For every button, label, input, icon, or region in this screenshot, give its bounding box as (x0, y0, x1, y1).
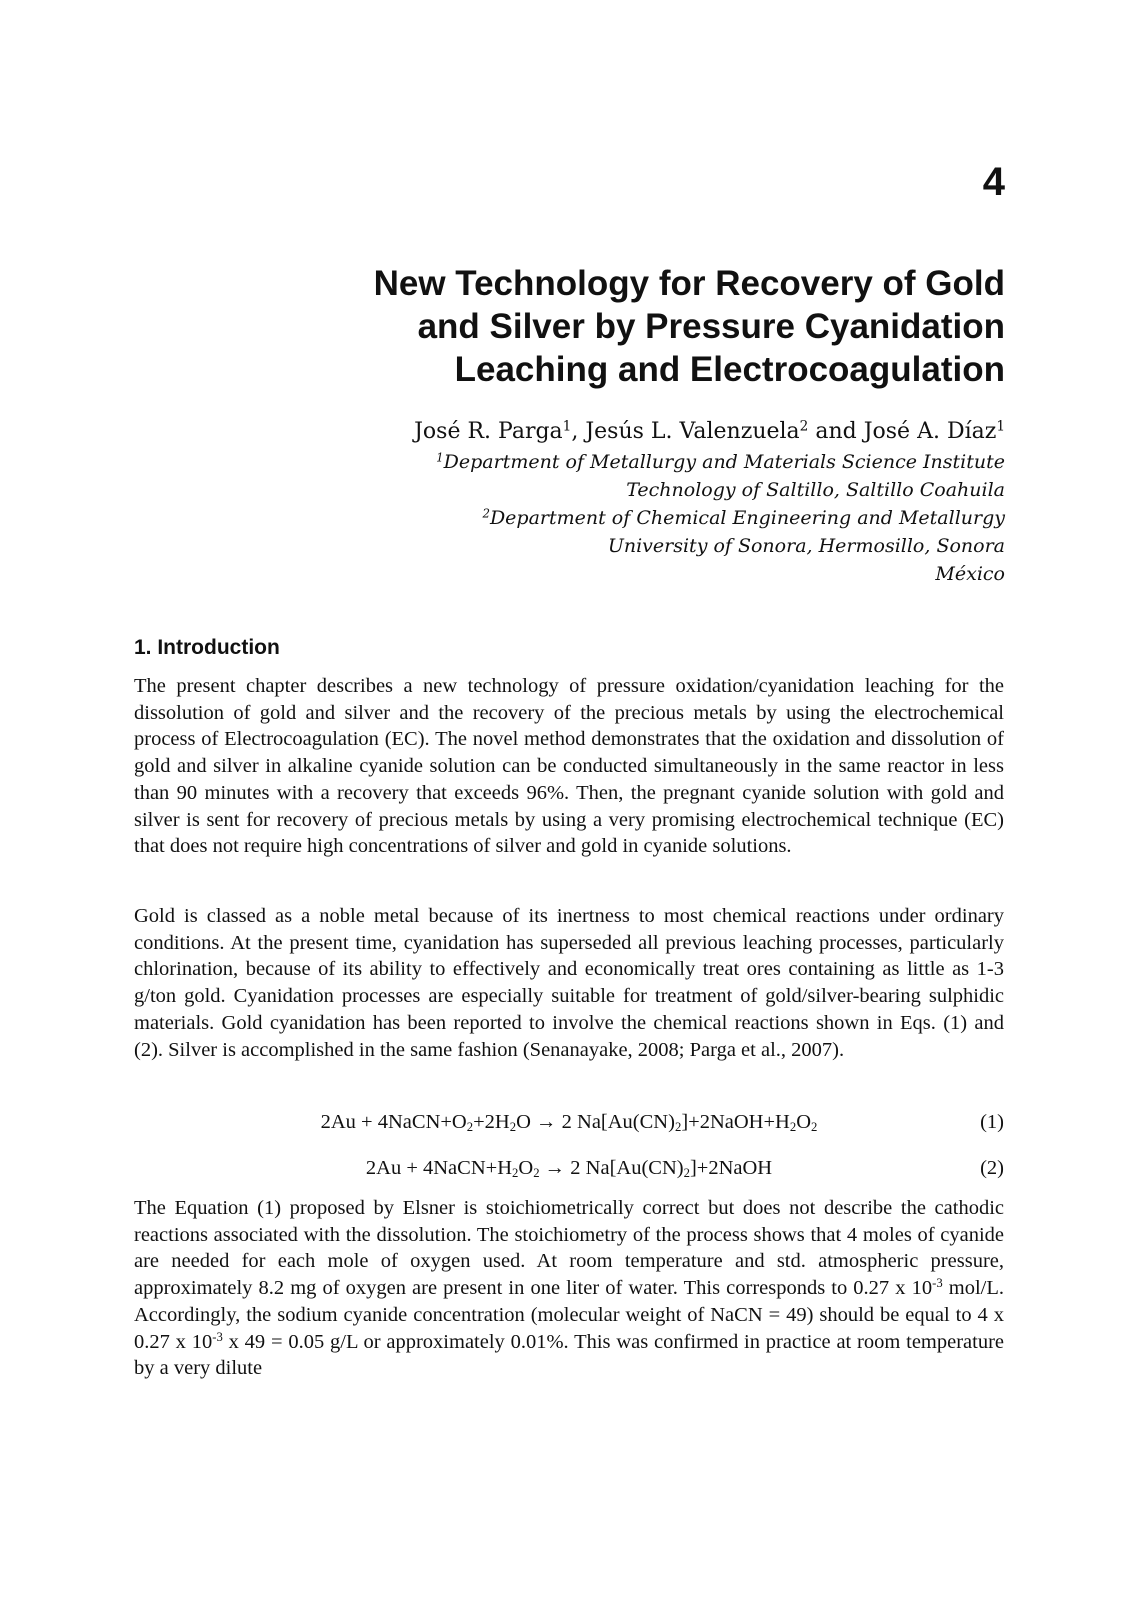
equation-1-number: (1) (980, 1111, 1004, 1133)
author-3: José A. Díaz (863, 419, 997, 444)
author-2-affil: 2 (799, 418, 809, 435)
equation-2-number: (2) (980, 1157, 1004, 1179)
affiliation-marker: 2 (482, 506, 490, 521)
title-line-2: and Silver by Pressure Cyanidation (417, 307, 1005, 346)
affiliation-line-4: University of Sonora, Hermosillo, Sonora (607, 535, 1005, 557)
equation-1-expression: $2Au + 4NaCN+O_2+2H_2O \to 2$ $Na[Au(CN)_2]+2NaOH+H_2O_2$ (320, 1111, 818, 1135)
author-2: Jesús L. Valenzuela (585, 419, 800, 444)
author-1-affil: 1 (562, 418, 572, 435)
affiliation-line-5: México (935, 563, 1005, 585)
author-list (414, 417, 1005, 447)
author-separator: and (808, 419, 864, 444)
equation-2 (134, 1154, 1004, 1182)
affiliations (436, 448, 1005, 588)
affiliation-line-2: Technology of Saltillo, Saltillo Coahuila (626, 479, 1005, 501)
affiliation-text: Department of Metallurgy and Materials Science Institute (443, 451, 1005, 473)
chapter-number: 4 (982, 160, 1005, 204)
paragraph-2: Gold is classed as a noble metal because of its inertness to most chemical reactions under ordinary conditions. At the present time, cyanidation has superseded all previous leaching processes, particularly chlorination, because of its ability to effectively and economically treat ores containing as little as 1-3 g/ton gold. Cyanidation processes are especially suitable for treatment of gold/silver-bearing sulphidic materials. Gold cyanidation has been reported to involve the chemical reactions shown in Eqs. (1) and (2). Silver is accomplished in the same fashion (Senanayake, 2008; Parga et al., 2007). (134, 905, 1004, 1061)
paragraph-3: The Equation (1) proposed by Elsner is stoichiometrically correct but does not describe the cathodic reactions associated with the dissolution. The stoichiometry of the process shows that 4 moles of cyanide are needed for each mole of oxygen used. At room temperature and std. atmospheric pressure, approximately 8.2 mg of oxygen are present in one liter of water. This corresponds to 0.27 x $10^{-3}$ mol/L. Accordingly, the sodium cyanide concentration (molecular weight of NaCN = 49) should be equal to 4 x 0.27 x $10^{-3}$ x 49 = 0.05 g/L or approximately 0.01%. This was confirmed in practice at room temperature by a very dilute (134, 1197, 1005, 1380)
equation-2-expression: $2Au + 4NaCN+H_2O_2 \to 2$ $Na[Au(CN)_2]+2NaOH$ (365, 1157, 773, 1181)
title-line-3: Leaching and Electrocoagulation (454, 350, 1005, 389)
author-separator: , (571, 419, 586, 444)
affiliation-line-3 (436, 504, 1005, 532)
paragraph-1: The present chapter describes a new technology of pressure oxidation/cyanidation leaching for the dissolution of gold and silver and the recovery of the precious metals by using the electrochemical process of Electrocoagulation (EC). The novel method demonstrates that the oxidation and dissolution of gold and silver in alkaline cyanide solution can be conducted simultaneously in the same reactor in less than 90 minutes with a recovery that exceeds 96%. Then, the pregnant cyanide solution with gold and silver is sent for recovery of precious metals by using a very promising electrochemical technique (EC) that does not require high concentrations of silver and gold in cyanide solutions. (134, 675, 1004, 858)
equation-1 (134, 1108, 1004, 1136)
affiliation-text: Department of Chemical Engineering and Metallurgy (489, 507, 1005, 529)
affiliation-line-1 (436, 448, 1005, 476)
section-heading: 1. Introduction (134, 636, 280, 659)
author-3-affil: 1 (996, 418, 1005, 435)
author-1: José R. Parga (414, 419, 563, 444)
affiliation-marker: 1 (436, 450, 444, 465)
chapter-title (245, 262, 1005, 391)
title-line-1: New Technology for Recovery of Gold (373, 264, 1005, 303)
